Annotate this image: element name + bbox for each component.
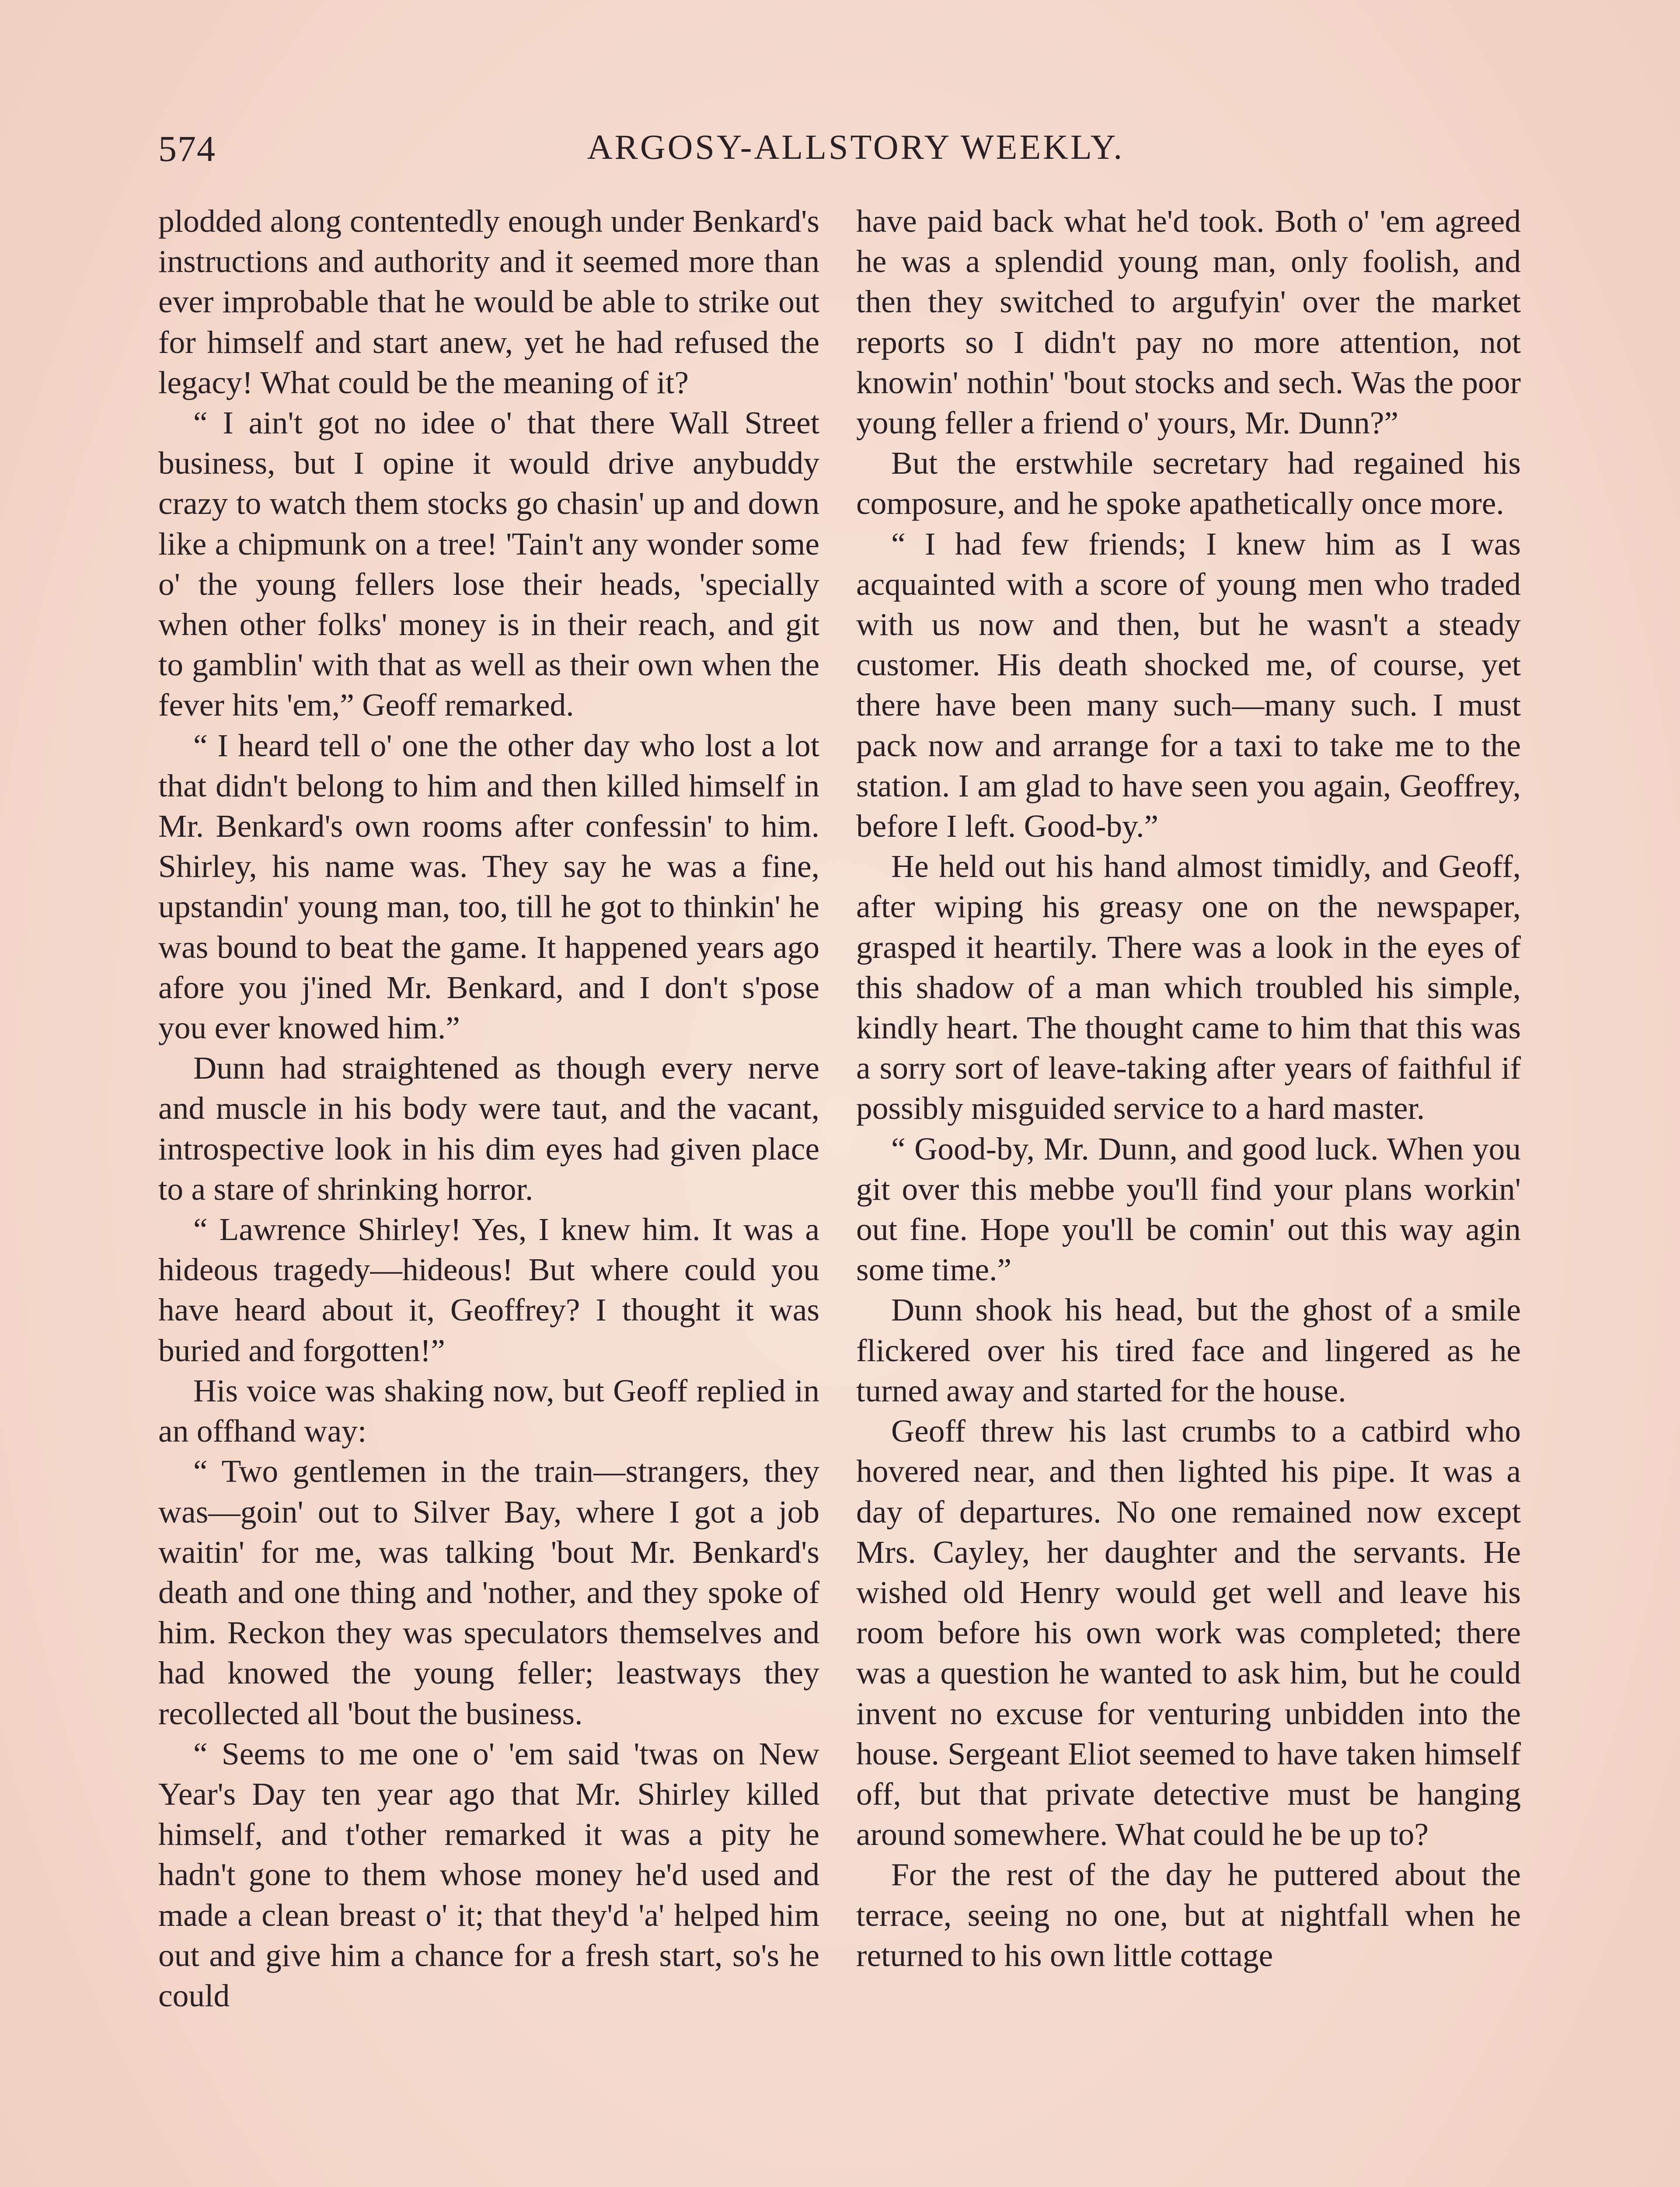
left-column <box>158 201 819 2016</box>
paragraph: Geoff threw his last crumbs to a catbird who hovered near, and then lighted his pipe. It was a day of departures. No one remained now except Mrs. Cayley, her daughter and the servants. He wished old Henry would get well and leave his room before his own work was completed; there was a question he wanted to ask him, but he could invent no excuse for venturing unbidden into the house. Sergeant Eliot seemed to have taken himself off, but that private detective must be hanging around somewhere. What could he be up to? <box>856 1413 1521 1852</box>
running-title: ARGOSY-ALLSTORY WEEKLY. <box>587 128 1125 167</box>
paragraph: Dunn had straightened as though every nerve and muscle in his body were taut, and the vacant, introspective look in his dim eyes had given place to a stare of shrinking horror. <box>158 1050 819 1207</box>
paragraph: “ Lawrence Shirley! Yes, I knew him. It was a hideous tragedy—hideous! But where could you have heard about it, Geoffrey? I thought it was buried and forgotten!” <box>158 1212 819 1368</box>
right-column <box>856 201 1521 1976</box>
paragraph: But the erstwhile secretary had regained his composure, and he spoke apathetically once more. <box>856 445 1521 521</box>
paragraph: “ I ain't got no idee o' that there Wall Street business, but I opine it would drive anybuddy crazy to watch them stocks go chasin' up and down like a chipmunk on a tree! 'Tain't any wonder some o' the young fellers lose their heads, 'specially when other folks' money is in their reach, and git to gamblin' with that as well as their own when the fever hits 'em,” Geoff remarked. <box>158 405 819 723</box>
paragraph: “ Good-by, Mr. Dunn, and good luck. When you git over this mebbe you'll find your plans workin' out fine. Hope you'll be comin' out this way agin some time.” <box>856 1131 1521 1288</box>
paragraph: He held out his hand almost timidly, and Geoff, after wiping his greasy one on the newspaper, grasped it heartily. There was a look in the eyes of this shadow of a man which troubled his simple, kindly heart. The thought came to him that this was a sorry sort of leave-taking after years of faithful if possibly misguided service to a hard master. <box>856 849 1521 1126</box>
paragraph: “ I heard tell o' one the other day who lost a lot that didn't belong to him and then killed himself in Mr. Benkard's own rooms after confessin' to him. Shirley, his name was. They say he was a fine, upstandin' young man, too, till he got to thinkin' he was bound to beat the game. It happened years ago afore you j'ined Mr. Benkard, and I don't s'pose you ever knowed him.” <box>158 727 819 1046</box>
paragraph: “ Seems to me one o' 'em said 'twas on New Year's Day ten year ago that Mr. Shirley killed himself, and t'other remarked it was a pity he hadn't gone to them whose money he'd used and made a clean breast o' it; that they'd 'a' helped him out and give him a chance for a fresh start, so's he could <box>158 1736 819 2013</box>
paragraph: His voice was shaking now, but Geoff replied in an offhand way: <box>158 1373 819 1449</box>
paragraph: “ I had few friends; I knew him as I was acquainted with a score of young men who traded with us now and then, but he wasn't a steady customer. His death shocked me, of course, yet there have been many such—many such. I must pack now and arrange for a taxi to take me to the station. I am glad to have seen you again, Geoffrey, before I left. Good-by.” <box>856 526 1521 844</box>
paragraph: plodded along contentedly enough under Benkard's instructions and authority and it seemed more than ever improbable that he would be able to strike out for himself and start anew, yet he had refused the legacy! What could be the meaning of it? <box>158 203 819 400</box>
paragraph: “ Two gentlemen in the train—strangers, they was—goin' out to Silver Bay, where I got a job waitin' for me, was talking 'bout Mr. Benkard's death and one thing and 'nother, and they spoke of him. Reckon they was speculators themselves and had knowed the young feller; leastways they recollected all 'bout the business. <box>158 1453 819 1731</box>
paragraph: Dunn shook his head, but the ghost of a smile flickered over his tired face and lingered as he turned away and started for the house. <box>856 1292 1521 1408</box>
page-header <box>158 128 1553 176</box>
paragraph: have paid back what he'd took. Both o' 'em agreed he was a splendid young man, only foolish, and then they switched to argufyin' over the market reports so I didn't pay no more attention, not knowin' nothin' 'bout stocks and sech. Was the poor young feller a friend o' yours, Mr. Dunn?” <box>856 203 1521 441</box>
paragraph: For the rest of the day he puttered about the terrace, seeing no one, but at nightfall when he returned to his own little cottage <box>856 1857 1521 1973</box>
page-number: 574 <box>158 129 216 169</box>
